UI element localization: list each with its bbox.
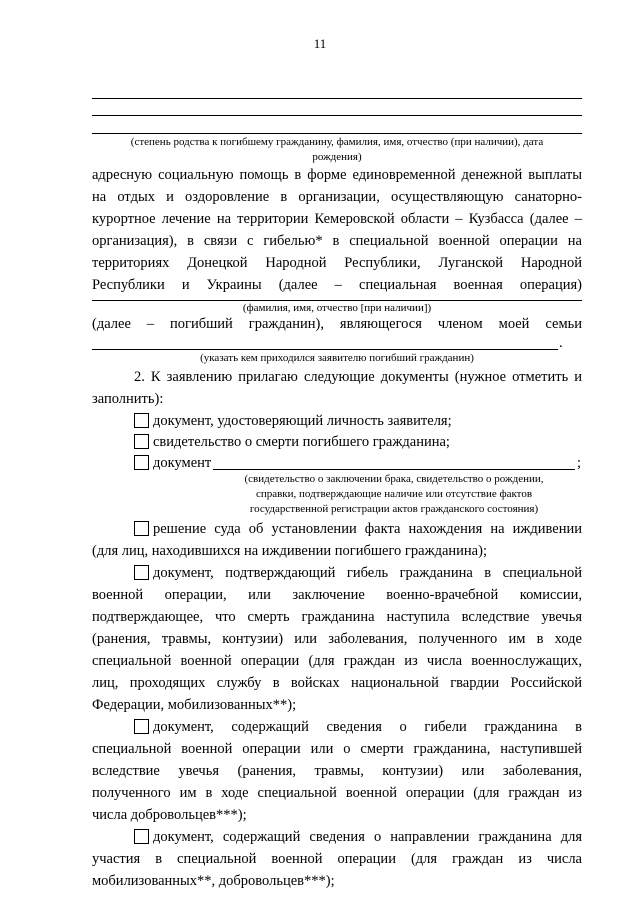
paragraph-line: адресную социальную помощь в форме единовременной денежной выплаты bbox=[92, 167, 582, 183]
caption-document-line: (свидетельство о заключении брака, свидетельство о рождении, bbox=[244, 473, 544, 485]
paragraph-deceased: (далее – погибший гражданин), являющегося членом моей семьи bbox=[92, 316, 582, 332]
item-line: специальной военной операции или о смерти гражданина, наступившей bbox=[92, 741, 582, 757]
checkbox-document[interactable] bbox=[134, 455, 149, 470]
item-line: лиц, проходящих службу в войсках национальной гвардии Российской bbox=[92, 675, 582, 691]
item-court-decision-cont: (для лиц, находившихся на иждивении погибшего гражданина); bbox=[92, 543, 487, 559]
item-line: военной операции, или заключение военно-врачебной комиссии, bbox=[92, 587, 582, 603]
blank-line-relation bbox=[92, 349, 558, 350]
paragraph-documents: 2. К заявлению прилагаю следующие документы (нужное отметить и bbox=[134, 369, 582, 385]
paragraph-line: на отдых и оздоровление в организации, осуществляющую санаторно- bbox=[92, 189, 582, 205]
document-input-line[interactable] bbox=[213, 469, 575, 470]
item-line: вследствие увечья (ранения, травмы, контузии) или заболевания, bbox=[92, 763, 582, 779]
checkbox-volunteers[interactable] bbox=[134, 719, 149, 734]
paragraph-line: организация), в связи с гибелью* в специальной военной операции на bbox=[92, 233, 582, 249]
blank-line-2 bbox=[92, 115, 582, 116]
item-death-document bbox=[134, 563, 582, 583]
item-line: участия в специальной военной операции (для граждан из числа bbox=[92, 851, 582, 867]
item-line: мобилизованных**, добровольцев***); bbox=[92, 873, 335, 889]
page-number: 11 bbox=[313, 36, 327, 51]
item-document bbox=[134, 453, 211, 473]
paragraph-line: территориях Донецкой Народной Республики, Луганской Народной bbox=[92, 255, 582, 271]
caption-relation-line: (степень родства к погибшему гражданину, фамилия, имя, отчество (при наличии), дата bbox=[130, 136, 544, 148]
item-label: документ bbox=[153, 455, 212, 471]
paragraph-line: Республики и Украины (далее – специальная военная операция) bbox=[92, 277, 582, 293]
item-line: полученного им в ходе специальной военной операции (для граждан из bbox=[92, 785, 582, 801]
caption-document bbox=[214, 472, 574, 517]
item-label: свидетельство о смерти погибшего гражданина; bbox=[153, 434, 450, 450]
item-line: Федерации, мобилизованных**); bbox=[92, 697, 297, 713]
caption-document-line: справки, подтверждающие наличие или отсутствие фактов bbox=[255, 488, 533, 500]
item-line: числа добровольцев***); bbox=[92, 807, 247, 823]
checkbox-id-document[interactable] bbox=[134, 413, 149, 428]
caption-relation-line: рождения) bbox=[312, 151, 362, 163]
trailing-dot: . bbox=[559, 335, 563, 351]
checkbox-court-decision[interactable] bbox=[134, 521, 149, 536]
item-line: подтверждающее, что смерть гражданина наступила вследствие увечья bbox=[92, 609, 582, 625]
checkbox-death-certificate[interactable] bbox=[134, 434, 149, 449]
blank-line-1 bbox=[92, 98, 582, 99]
item-label: документ, удостоверяющий личность заявителя; bbox=[153, 413, 452, 429]
caption-document-line: государственной регистрации актов гражданского состояния) bbox=[249, 503, 539, 515]
item-court-decision bbox=[134, 519, 582, 539]
caption-fio: (фамилия, имя, отчество [при наличии]) bbox=[242, 302, 432, 314]
caption-relation-short: (указать кем приходился заявителю погибший гражданин) bbox=[200, 352, 474, 364]
checkbox-direction[interactable] bbox=[134, 829, 149, 844]
paragraph-line: курортное лечение на территории Кемеровской области – Кузбасса (далее – bbox=[92, 211, 582, 227]
checkbox-death-document[interactable] bbox=[134, 565, 149, 580]
item-volunteers bbox=[134, 717, 582, 737]
item-line: специальной военной операции (для граждан из числа военнослужащих, bbox=[92, 653, 582, 669]
item-id-document bbox=[134, 411, 452, 431]
item-death-certificate bbox=[134, 432, 450, 452]
item-document-end: ; bbox=[577, 455, 582, 471]
item-direction bbox=[134, 827, 582, 847]
item-label: решение суда об установлении факта нахождения на иждивении bbox=[153, 521, 582, 537]
item-label: документ, содержащий сведения о гибели гражданина в bbox=[153, 719, 582, 735]
paragraph-documents-cont: заполнить): bbox=[92, 391, 164, 407]
item-line: (ранения, травмы, контузии) или заболевания, полученного им в ходе bbox=[92, 631, 582, 647]
item-label: документ, подтверждающий гибель гражданина в специальной bbox=[153, 565, 582, 581]
caption-relation bbox=[92, 135, 582, 165]
item-label: документ, содержащий сведения о направлении гражданина для bbox=[153, 829, 582, 845]
blank-line-3 bbox=[92, 133, 582, 134]
